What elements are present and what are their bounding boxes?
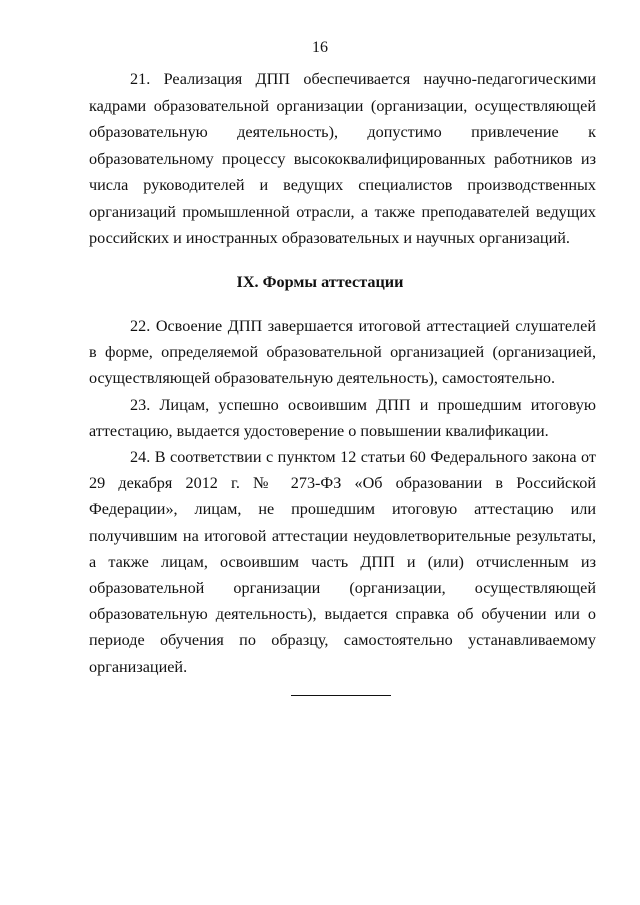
text-block-before-heading xyxy=(89,66,596,252)
page-number: 16 xyxy=(312,39,328,56)
paragraph-21: 21. Реализация ДПП обеспечивается научно-педагогическими кадрами образовательной организации (организации, осуществляющей образовательную деятельность), допустимо привлечение к образовательному процессу высококвалифицированных работников из числа руководителей и ведущих специалистов производственных организаций промышленной отрасли, а также преподавателей ведущих российских и иностранных образовательных и научных организаций. xyxy=(89,70,596,247)
paragraph-24: 24. В соответствии с пунктом 12 статьи 60 Федерального закона от 29 декабря 2012 г. № 273-ФЗ «Об образовании в Российской Федерации», лицам, не прошедшим итоговую аттестацию или получившим на итоговой аттестации неудовлетворительные результаты, а также лицам, освоившим часть ДПП и (или) отчисленным из образовательной организации (организации, осуществляющей образовательную деятельность), выдается справка об обучении или о периоде обучения по образцу, самостоятельно устанавливаемому организацией. xyxy=(89,448,596,676)
section-heading: IX. Формы аттестации xyxy=(236,273,404,291)
end-of-text-rule xyxy=(291,695,391,696)
paragraph-23: 23. Лицам, успешно освоившим ДПП и прошедшим итоговую аттестацию, выдается удостоверение о повышении квалификации. xyxy=(89,395,596,440)
text-block-after-heading xyxy=(89,313,596,680)
paragraph-22: 22. Освоение ДПП завершается итоговой аттестацией слушателей в форме, определяемой образовательной организацией (организацией, осуществляющей образовательную деятельность), самостоятельно. xyxy=(89,317,596,388)
